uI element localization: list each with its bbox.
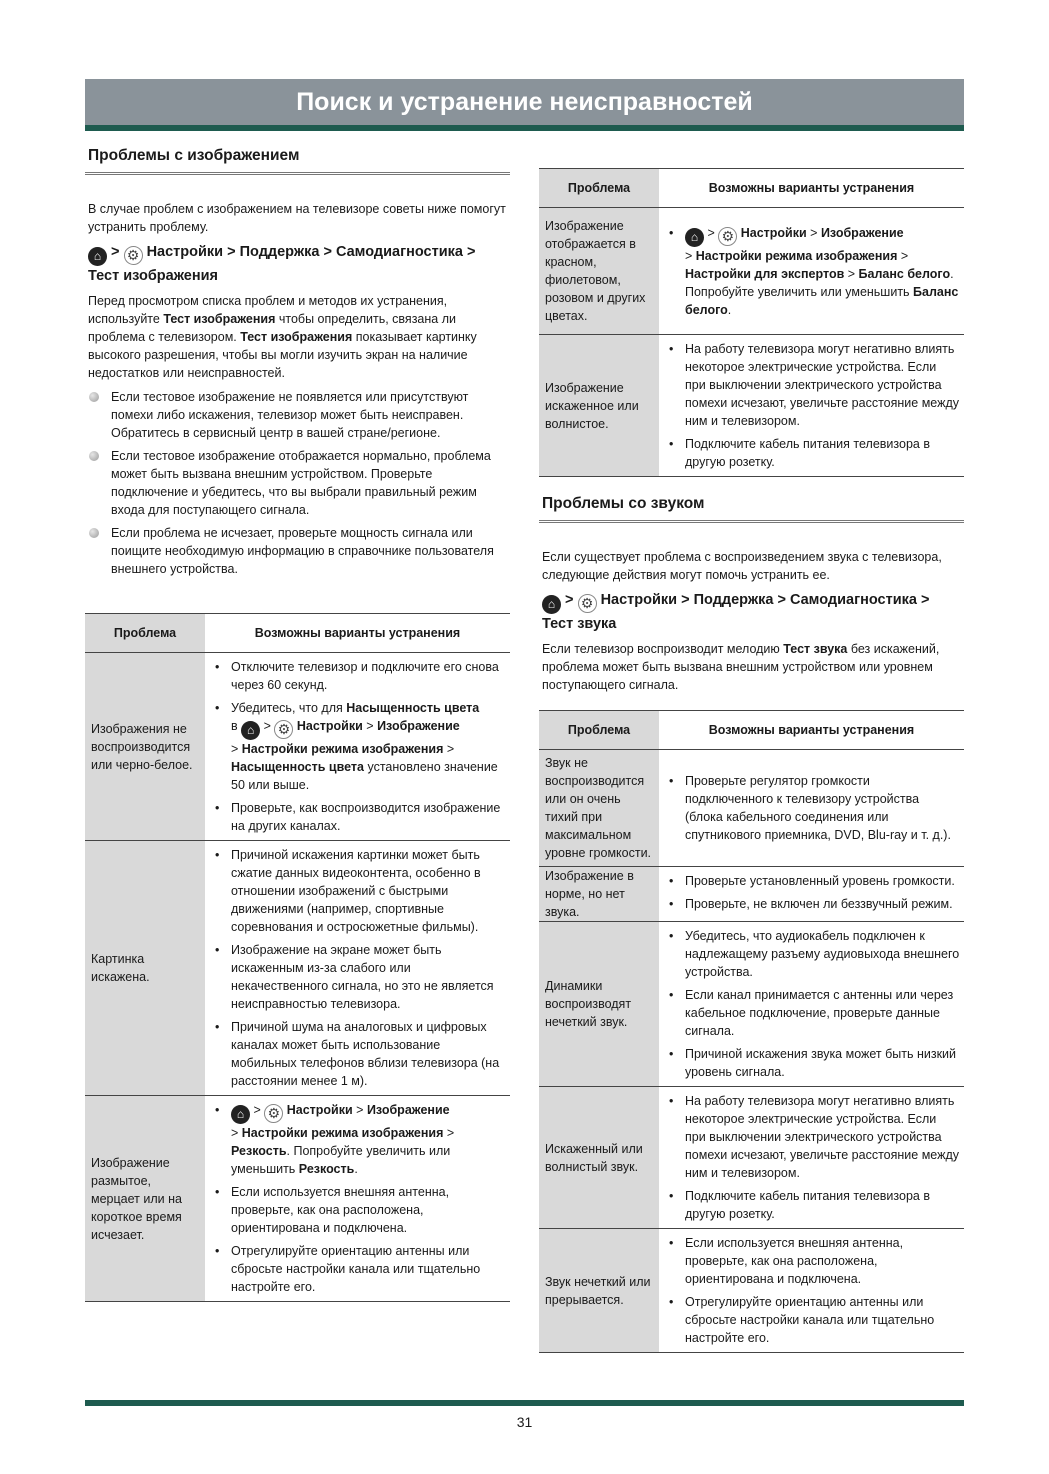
gear-icon: ⚙: [274, 720, 293, 739]
table-row: Изображение в норме, но нет звука. • Проверьте установленный уровень громкости. • Проверьте, не включен ли беззвучный режим.: [539, 867, 964, 922]
table-row: Изображения не воспроизводится или черно-белое. • Отключите телевизор и подключите его снова через 60 секунд. • Убедитесь, что для Насыщенность цвета в ⌂ > ⚙ Настройки > Изображение > Настройки режима изображения > Насыщенность цвета установлено значение 50 или выше. • Проверьте, как воспроизводится изображение на других каналах.: [85, 653, 510, 841]
sound-problems-table: [539, 710, 964, 1353]
gear-icon: ⚙: [718, 227, 737, 246]
home-icon: ⌂: [542, 595, 561, 614]
table-row: Звук не воспроизводится или он очень тихий при максимальном уровне громкости. • Проверьте регулятор громкости подключенного к телевизору устройства (блока кабельного соединения или спутникового приемника, DVD, Blu-ray и т. д.).: [539, 750, 964, 867]
table-row: Искаженный или волнистый звук. • На работу телевизора могут негативно влиять некоторое электрические устройства. Если при выключении электрического устройства помехи исчезают, увеличьте расстояние между ним и телевизором. • Подключите кабель питания телевизора в другую розетку.: [539, 1087, 964, 1229]
footer-divider: [85, 1400, 964, 1406]
picture-test-description: Перед просмотром списка проблем и методов их устранения, используйте Тест изображения чтобы определить, связана ли проблема с телевизором. Тест изображения показывает картинку высокого разрешения, чтобы вы могли изучить экран на наличие недостатков или неисправностей.: [88, 294, 477, 380]
picture-test-bullets: [85, 388, 510, 578]
home-icon: ⌂: [231, 1105, 250, 1124]
sound-intro: Если существует проблема с воспроизведением звука с телевизора, следующие действия могут помочь устранить ее.: [542, 550, 942, 582]
sound-problems-heading: Проблемы со звуком: [539, 491, 964, 523]
table-row: Изображение искаженное или волнистое. • На работу телевизора могут негативно влиять некоторое электрические устройства. Если при выключении электрического устройства помехи исчезают, увеличьте расстояние между ним и телевизором. • Подключите кабель питания телевизора в другую розетку.: [539, 335, 964, 477]
table-row: Изображение размытое, мерцает или на короткое время исчезает. • ⌂ > ⚙ Настройки > Изображение > Настройки режима изображения > Резкость. Попробуйте увеличить или уменьшить Резкость. • Если используется внешняя антенна, проверьте, как она расположена, ориентирована и подключена. • Отрегулируйте ориентацию антенны или сбросьте настройки канала или тщательно настройте его.: [85, 1096, 510, 1302]
list-item: Если тестовое изображение отображается нормально, проблема может быть вызвана внешним устройством. Проверьте подключение и убедитесь, что вы выбрали правильный режим входа для поступающего сигнала.: [111, 447, 510, 519]
page-number: 31: [516, 1414, 533, 1430]
column-header-problem: Проблема: [539, 711, 659, 750]
table-row: Изображение отображается в красном, фиолетовом, розовом и других цветах. • ⌂ > ⚙ Настройки > Изображение > Настройки режима изображения > Настройки для экспертов > Баланс белого. Попробуйте увеличить или уменьшить Баланс белого.: [539, 208, 964, 335]
gear-icon: ⚙: [264, 1104, 283, 1123]
picture-test-path: ⌂ > ⚙ Настройки > Поддержка > Самодиагностика > Тест изображения: [88, 244, 476, 284]
home-icon: ⌂: [88, 247, 107, 266]
color-problems-table: [539, 168, 964, 477]
column-header-problem: Проблема: [85, 614, 205, 653]
sound-test-path: ⌂ > ⚙ Настройки > Поддержка > Самодиагностика > Тест звука: [542, 592, 930, 632]
list-item: Если проблема не исчезает, проверьте мощность сигнала или поищите необходимую информацию в справочнике пользователя внешнего устройства.: [111, 524, 510, 578]
column-header-solution: Возможны варианты устранения: [659, 169, 964, 208]
left-column: [85, 143, 510, 1302]
table-row: Динамики воспроизводят нечеткий звук. • Убедитесь, что аудиокабель подключен к надлежащему разъему аудиовыхода внешнего устройства. • Если канал принимается с антенны или через кабельное подключение, проверьте данные сигнала. • Причиной искажения звука может быть низкий уровень сигнала.: [539, 922, 964, 1087]
picture-problems-heading: Проблемы с изображением: [85, 143, 510, 175]
table-row: Звук нечеткий или прерывается. • Если используется внешняя антенна, проверьте, как она расположена, ориентирована и подключена. • Отрегулируйте ориентацию антенны или сбросьте настройки канала или тщательно настройте его.: [539, 1229, 964, 1353]
gear-icon: ⚙: [124, 246, 143, 265]
table-row: Картинка искажена. • Причиной искажения картинки может быть сжатие данных видеоконтента, особенно в отношении изображений с быстрыми движениями (например, спортивные соревнования и остросюжетные фильмы). • Изображение на экране может быть искаженным из-за слабого или некачественного сигнала, но это не является неисправностью телевизора. • Причиной шума на аналоговых и цифровых каналах может быть использование мобильных телефонов вблизи телевизора (на расстоянии менее 1 м).: [85, 841, 510, 1096]
home-icon: ⌂: [685, 228, 704, 247]
gear-icon: ⚙: [578, 594, 597, 613]
list-item: Если тестовое изображение не появляется или присутствуют помехи либо искажения, телевизор может быть неисправен. Обратитесь в сервисный центр в вашей стране/регионе.: [111, 388, 510, 442]
picture-intro: В случае проблем с изображением на телевизоре советы ниже помогут устранить проблему.: [88, 202, 506, 234]
home-icon: ⌂: [241, 721, 260, 740]
page-title: Поиск и устранение неисправностей: [85, 79, 964, 131]
column-header-solution: Возможны варианты устранения: [659, 711, 964, 750]
column-header-solution: Возможны варианты устранения: [205, 614, 510, 653]
sound-test-description: Если телевизор воспроизводит мелодию Тест звука без искажений, проблема может быть вызвана внешним устройством или уровнем поступающего сигнала.: [542, 642, 940, 692]
right-column: [539, 168, 964, 1353]
picture-problems-table: [85, 613, 510, 1302]
column-header-problem: Проблема: [539, 169, 659, 208]
